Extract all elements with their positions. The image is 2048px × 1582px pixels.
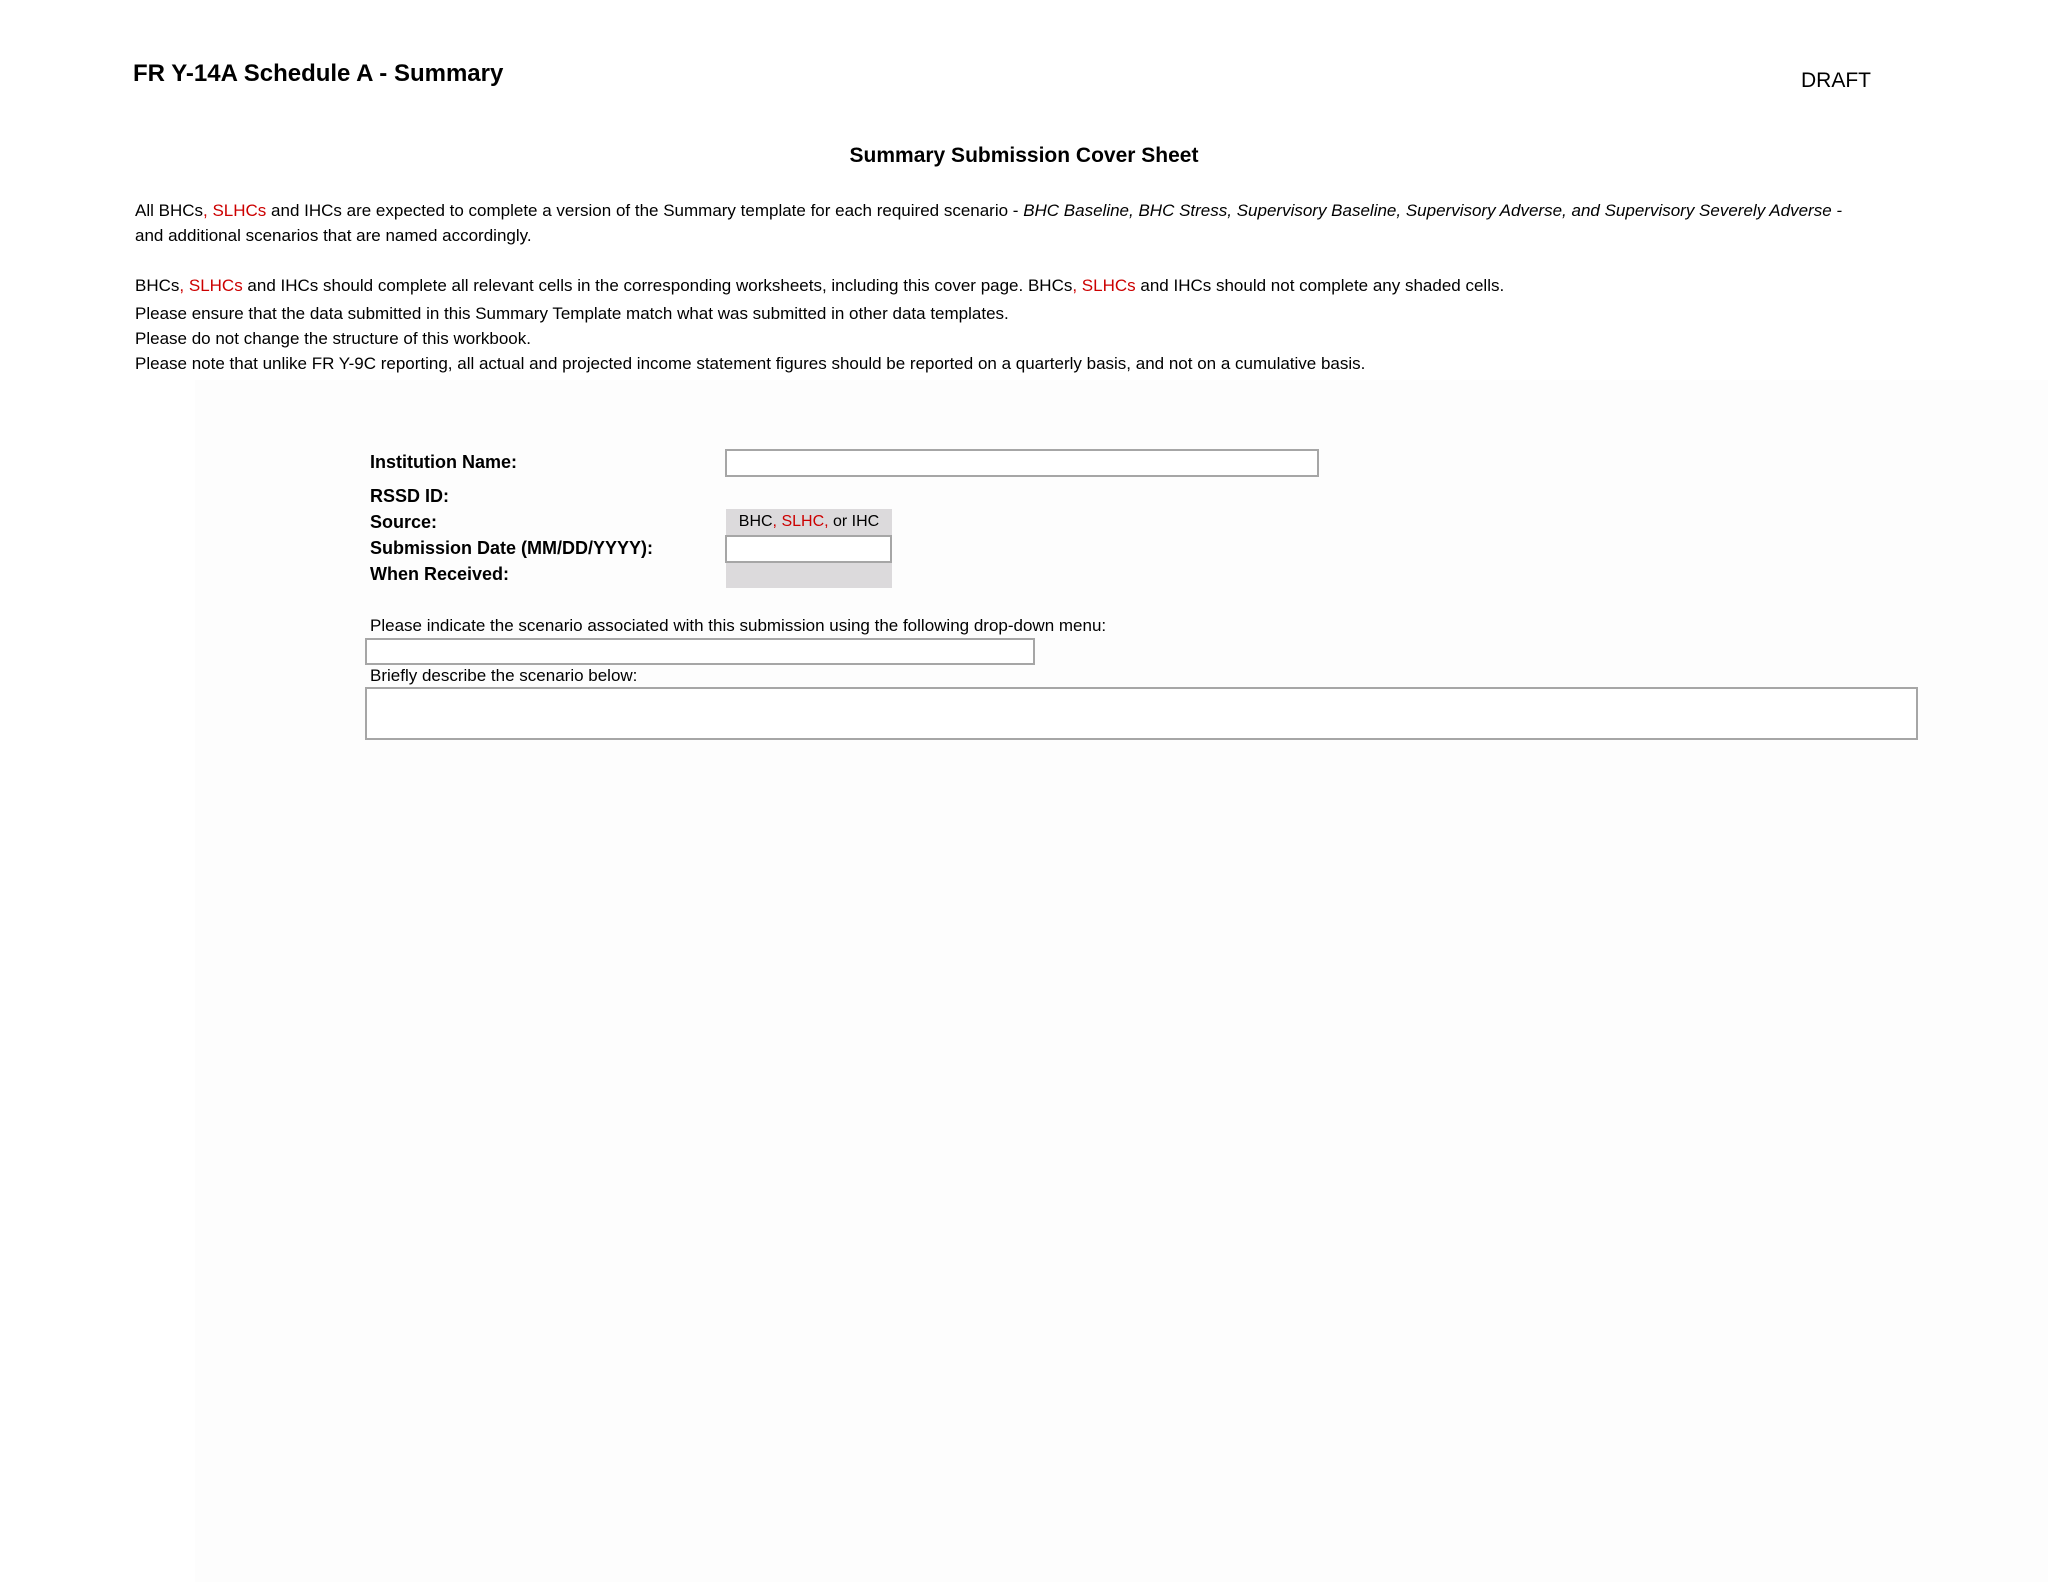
source-slhc: , SLHC, [772, 513, 829, 530]
text-additional: and additional scenarios that are named accordingly. [135, 226, 532, 245]
instruction-paragraph-2 [135, 273, 1504, 298]
instruction-paragraph-5: Please note that unlike FR Y-9C reporting, all actual and projected income statement figures should be reported on a quarterly basis, and not on a cumulative basis. [135, 354, 1366, 373]
source-ihc: or IHC [828, 513, 880, 530]
institution-name-label: Institution Name: [370, 452, 517, 472]
text-expected: and IHCs are expected to complete a version of the Summary template for each required scenario - [266, 201, 1024, 220]
scenario-prompt: Please indicate the scenario associated with this submission using the following drop-down menu: [370, 616, 1107, 635]
when-received-label: When Received: [370, 564, 510, 584]
scenario-description-input[interactable] [365, 687, 1918, 740]
text-scenario-list: BHC Baseline, BHC Stress, Supervisory Baseline, Supervisory Adverse, and Supervisory Severely Adverse - [1023, 201, 1843, 220]
text-slhcs: , SLHCs [1072, 276, 1136, 295]
instruction-paragraph-1 [135, 198, 1855, 248]
rssd-id-label: RSSD ID: [370, 486, 450, 506]
text-shaded-cells: and IHCs should not complete any shaded cells. [1135, 276, 1505, 295]
instruction-paragraph-3: Please ensure that the data submitted in this Summary Template match what was submitted in other data templates. [135, 304, 1009, 323]
submission-date-label: Submission Date (MM/DD/YYYY): [370, 538, 654, 558]
scenario-dropdown[interactable] [365, 638, 1035, 665]
submission-date-input[interactable] [725, 535, 892, 563]
source-label: Source: [370, 512, 438, 532]
source-cell [726, 509, 892, 535]
institution-name-input[interactable] [725, 449, 1319, 477]
text-complete-cells: and IHCs should complete all relevant cells in the corresponding worksheets, including this cover page. BHCs [242, 276, 1073, 295]
draft-label: DRAFT [1801, 69, 1871, 92]
when-received-cell [726, 563, 892, 588]
page-title: FR Y-14A Schedule A - Summary [133, 60, 504, 87]
text-slhcs: , SLHCs [203, 201, 267, 220]
instruction-paragraph-4: Please do not change the structure of this workbook. [135, 329, 531, 348]
text-bhcs: BHCs [135, 276, 180, 295]
source-bhc: BHC [738, 513, 773, 530]
text-bhcs: All BHCs [135, 201, 204, 220]
sheet-background [195, 380, 2048, 1582]
scenario-description-prompt: Briefly describe the scenario below: [370, 666, 638, 685]
cover-sheet-heading: Summary Submission Cover Sheet [849, 144, 1199, 167]
text-slhcs: , SLHCs [179, 276, 243, 295]
